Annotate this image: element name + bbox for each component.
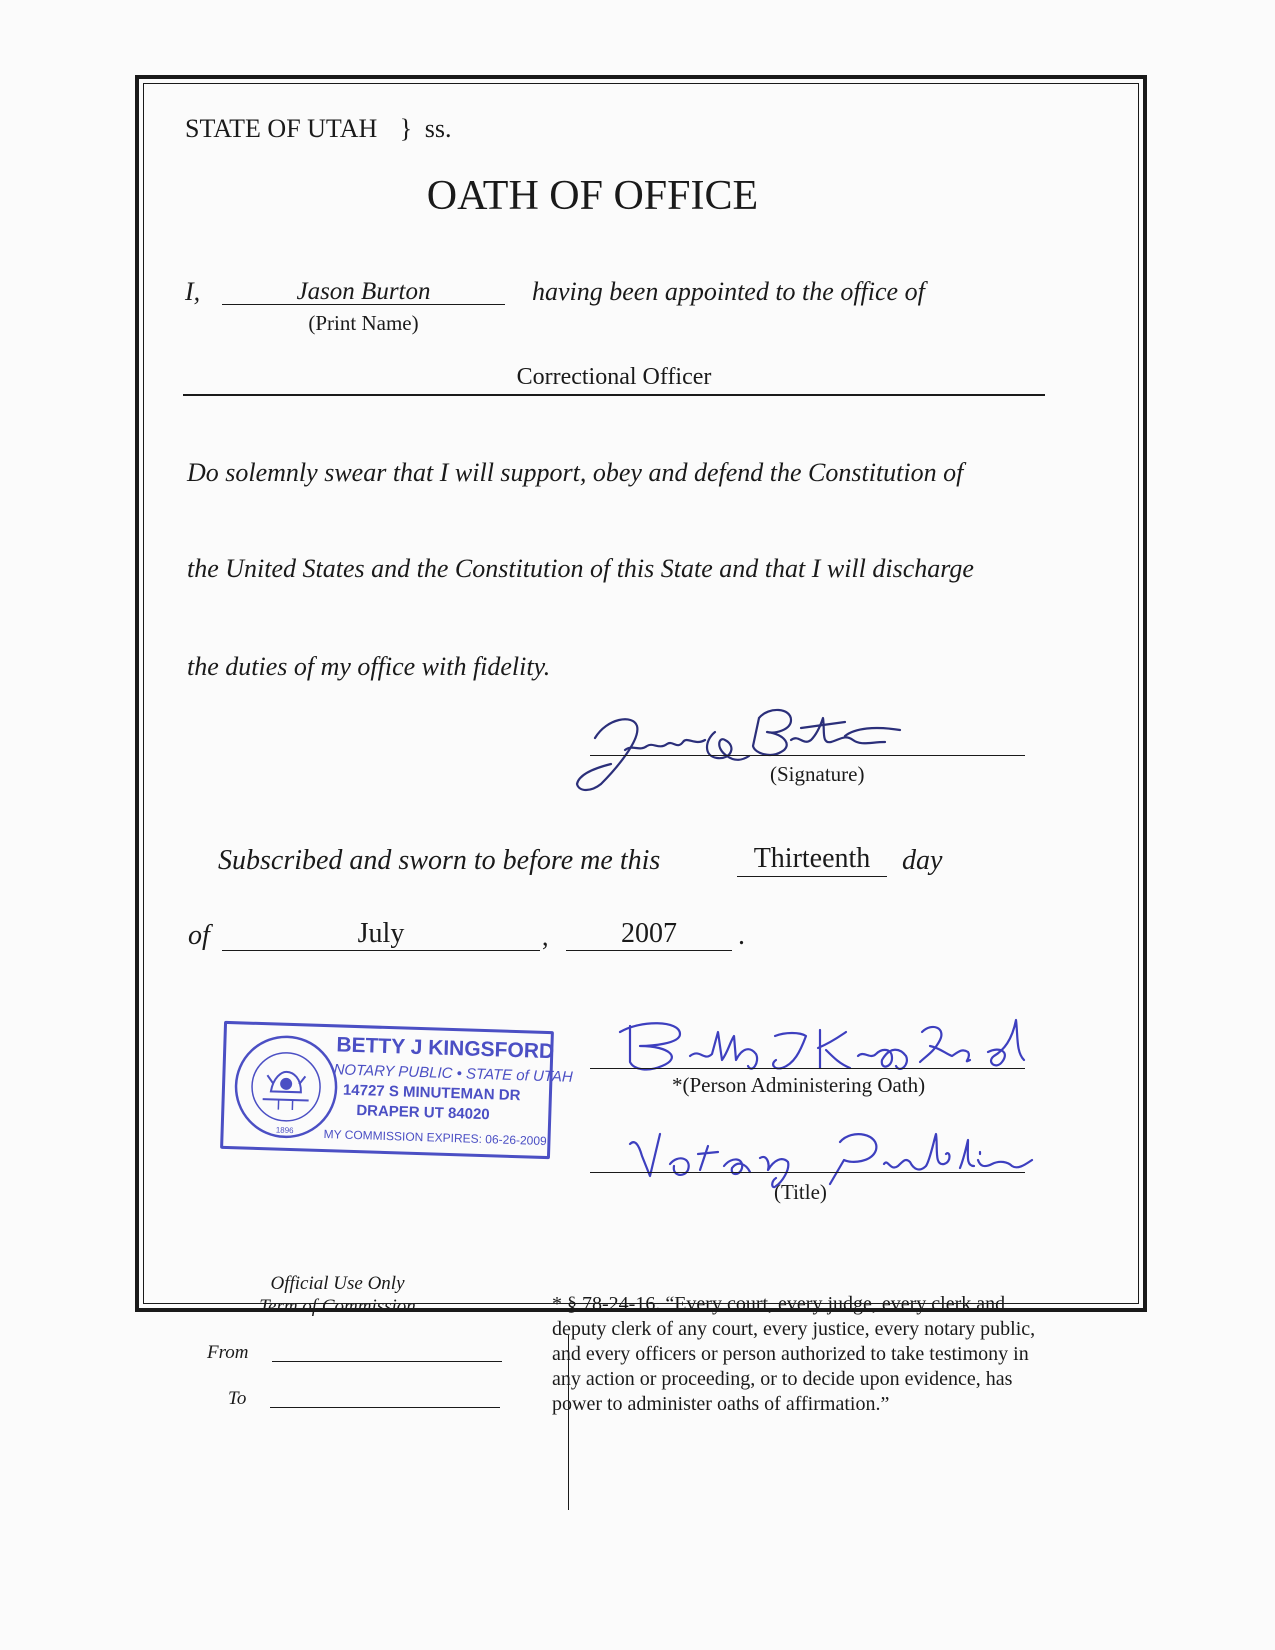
signature-line (590, 755, 1025, 756)
office-line (183, 394, 1045, 396)
oath-line-3: the duties of my office with fidelity. (187, 652, 551, 681)
from-label: From (207, 1342, 249, 1363)
brace-symbol: } (399, 114, 413, 143)
title-handwriting (620, 1120, 1040, 1190)
statute-text (552, 1292, 1035, 1417)
page-title: OATH OF OFFICE (426, 173, 759, 219)
year-line (566, 950, 732, 951)
i-label: I, (185, 277, 201, 306)
statute-line: * § 78-24-16. “Every court, every judge, every clerk and (552, 1293, 1006, 1315)
title-line (590, 1172, 1025, 1173)
to-label: To (228, 1388, 247, 1409)
notary-signature (600, 1012, 1040, 1082)
official-use-subtitle: Term of Commission (259, 1296, 416, 1317)
administering-caption: *(Person Administering Oath) (672, 1073, 926, 1097)
office-value: Correctional Officer (516, 364, 712, 390)
subscribed-text: Subscribed and sworn to before me this (218, 845, 661, 876)
stamp-expires: MY COMMISSION EXPIRES: 06-26-2009 (323, 1127, 547, 1149)
year-value: 2007 (621, 918, 677, 949)
ss-label: ss. (424, 114, 452, 143)
statute-line: any action or proceeding, or to decide upon evidence, has (552, 1368, 1013, 1390)
stamp-line-2: 14727 S MINUTEMAN DR (342, 1081, 521, 1105)
administering-line (590, 1068, 1025, 1069)
oath-line-2: the United States and the Constitution of this State and that I will discharge (187, 554, 974, 583)
oath-line-1: Do solemnly swear that I will support, obey and defend the Constitution of (187, 458, 964, 487)
month-value: July (357, 918, 405, 949)
date-comma: , (542, 922, 549, 951)
day-line (737, 876, 887, 877)
statute-line: deputy clerk of any court, every justice, every notary public, (552, 1318, 1036, 1340)
notary-stamp (220, 1021, 573, 1159)
oath-taker-signature (555, 700, 955, 800)
appointed-text: having been appointed to the office of (532, 277, 925, 306)
stamp-line-3: DRAPER UT 84020 (356, 1102, 490, 1124)
seal-year: 1896 (275, 1125, 294, 1136)
day-value: Thirteenth (753, 843, 871, 874)
statute-line: and every officers or person authorized to take testimony in (552, 1343, 1029, 1365)
from-line (272, 1361, 502, 1362)
state-label: STATE OF UTAH (185, 114, 378, 143)
state-seal-icon (231, 1032, 340, 1141)
statute-line: power to administer oaths of affirmation.” (552, 1393, 890, 1415)
print-name-value: Jason Burton (296, 278, 431, 305)
day-label: day (902, 845, 943, 876)
state-heading (185, 114, 452, 144)
signature-caption: (Signature) (770, 762, 865, 786)
official-use-title: Official Use Only (270, 1273, 405, 1294)
to-line (270, 1407, 500, 1408)
of-label: of (188, 920, 210, 951)
stamp-name: BETTY J KINGSFORD (336, 1033, 555, 1064)
date-period: . (738, 920, 745, 951)
print-name-caption: (Print Name) (308, 311, 419, 335)
month-line (222, 950, 540, 951)
title-caption: (Title) (774, 1180, 827, 1204)
print-name-line (222, 304, 505, 305)
stamp-line-1: NOTARY PUBLIC • STATE of UTAH (333, 1061, 573, 1086)
